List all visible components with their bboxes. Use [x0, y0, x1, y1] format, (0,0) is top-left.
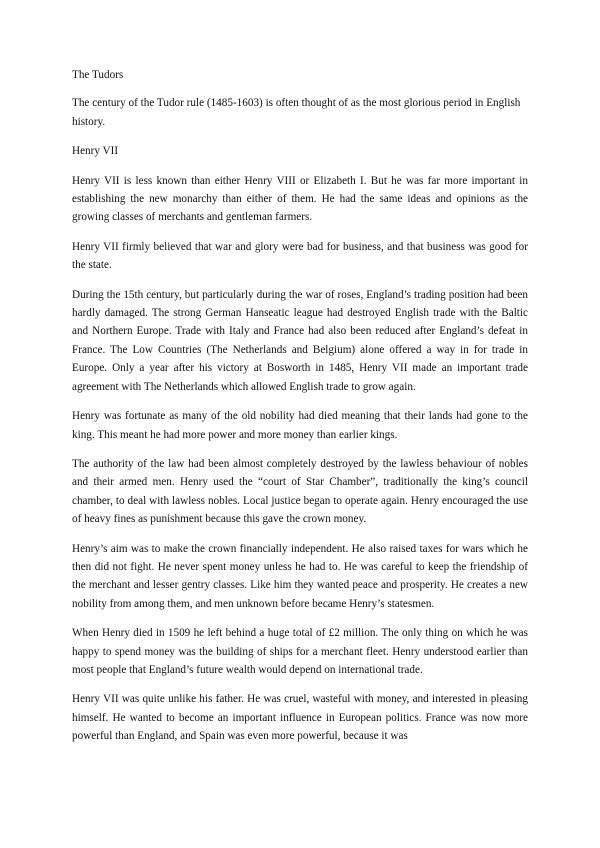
- body-paragraph: When Henry died in 1509 he left behind a huge total of £2 million. The only thing on which he was happy to spend money was the building of ships for a merchant fleet. Henry understood earlier than most people that England’s future wealth would depend on international trade.: [72, 627, 528, 676]
- body-paragraph: Henry VII was quite unlike his father. He was cruel, wasteful with money, and interested in pleasing himself. He wanted to become an important influence in European politics. France was now more powerful than England, and Spain was even more powerful, because it was: [72, 693, 528, 743]
- document-page: [72, 66, 528, 757]
- body-paragraph: Henry VII is less known than either Henry VIII or Elizabeth I. But he was far more important in establishing the new monarchy than either of them. He had the same ideas and opinions as the growing classes of merchants and gentleman farmers.: [72, 174, 528, 224]
- body-paragraph: Henry’s aim was to make the crown financially independent. He also raised taxes for wars which he then did not fight. He never spent money unless he had to. He was careful to keep the friendship of the merchant and lesser gentry classes. Like him they wanted peace and prosperity. He creates a new nobility from among them, and men unknown before became Henry’s statesmen.: [72, 542, 528, 610]
- body-paragraph: Henry VII firmly believed that war and glory were bad for business, and that business was good for the state.: [72, 240, 528, 272]
- body-paragraph: During the 15th century, but particularly during the war of roses, England’s trading position had been hardly damaged. The strong German Hanseatic league had destroyed English trade with the Baltic and Northern Europe. Trade with Italy and France had also been reduced after England’s defeat in France. The Low Countries (The Netherlands and Belgium) alone offered a way in for trade in Europe. Only a year after his victory at Bosworth in 1485, Henry VII made an important trade agreement with The Netherlands which allowed English trade to grow again.: [72, 288, 528, 393]
- body-paragraph: Henry was fortunate as many of the old nobility had died meaning that their lands had gone to the king. This meant he had more power and more money than earlier kings.: [72, 410, 528, 441]
- body-paragraph: The authority of the law had been almost completely destroyed by the lawless behaviour of nobles and their armed men. Henry used the “court of Star Chamber”, traditionally the king’s council chamber, to deal with lawless nobles. Local justice began to operate again. Henry encouraged the use of heavy fines as punishment because this gave the crown money.: [72, 457, 528, 526]
- intro-paragraph: The century of the Tudor rule (1485-1603) is often thought of as the most glorious period in English history.: [72, 97, 521, 128]
- document-title: The Tudors: [72, 69, 124, 81]
- section-heading: Henry VII: [72, 145, 119, 158]
